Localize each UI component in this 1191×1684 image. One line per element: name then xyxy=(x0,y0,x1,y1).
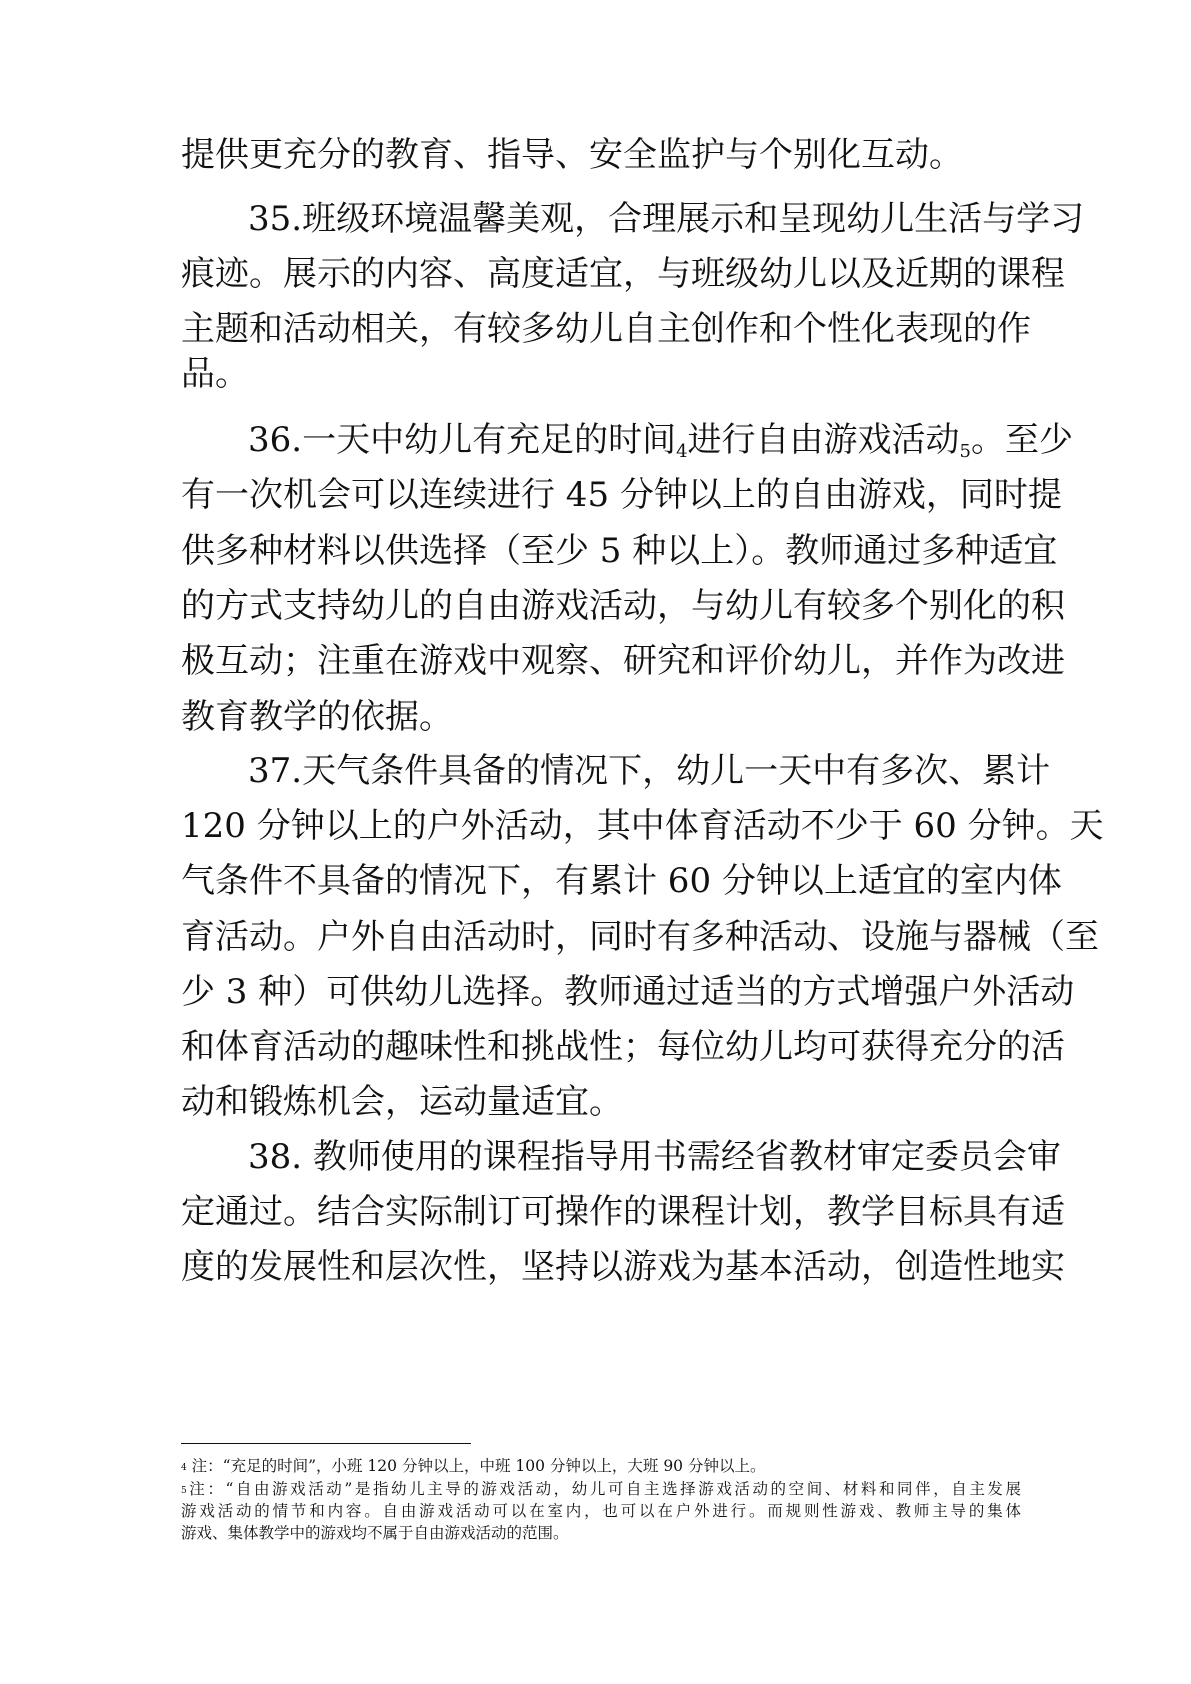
footnote-4 xyxy=(181,1456,1021,1479)
paragraph-36-line-2: 有一次机会可以连续进行 45 分钟以上的自由游戏，同时提 xyxy=(181,475,1062,515)
paragraph-36-text-a: 36.一天中幼儿有充足的时间 xyxy=(248,420,677,460)
paragraph-37-line-5: 少 3 种）可供幼儿选择。教师通过适当的方式增强户外活动 xyxy=(181,972,1075,1012)
footnote-5-line-1 xyxy=(181,1479,1021,1502)
paragraph-36-line-6: 教育教学的依据。 xyxy=(181,697,453,737)
footnote-ref-5[interactable]: 5 xyxy=(959,441,971,462)
paragraph-36-text-c: 。至少 xyxy=(970,420,1073,460)
paragraph-37-line-4: 育活动。户外自由活动时，同时有多种活动、设施与器械（至 xyxy=(181,917,1099,957)
footnote-ref-4[interactable]: 4 xyxy=(676,441,688,462)
paragraph-36-line-5: 极互动；注重在游戏中观察、研究和评价幼儿，并作为改进 xyxy=(181,641,1065,681)
footnote-5-line-2: 游戏活动的情节和内容。自由游戏活动可以在室内，也可以在户外进行。而规则性游戏、教师主导的集体 xyxy=(181,1502,1021,1520)
paragraph-38-line-3: 度的发展性和层次性，坚持以游戏为基本活动，创造性地实 xyxy=(181,1247,1065,1287)
paragraph-37-line-7: 动和锻炼机会，运动量适宜。 xyxy=(181,1082,623,1122)
paragraph-35-line-1: 35.班级环境温馨美观，合理展示和呈现幼儿生活与学习 xyxy=(248,199,1085,239)
paragraph-continuation-line: 提供更充分的教育、指导、安全监护与个别化互动。 xyxy=(181,135,963,175)
footnote-5-mark: 5 xyxy=(181,1486,187,1496)
paragraph-37-line-1: 37.天气条件具备的情况下，幼儿一天中有多次、累计 xyxy=(248,751,1051,791)
footnote-5-text-1: 注：“自由游戏活动”是指幼儿主导的游戏活动，幼儿可自主选择游戏活动的空间、材料和同伴，自主发展 xyxy=(186,1480,1021,1498)
paragraph-35-line-2: 痕迹。展示的内容、高度适宜，与班级幼儿以及近期的课程 xyxy=(181,254,1065,294)
paragraph-36-line-3: 供多种材料以供选择（至少 5 种以上）。教师通过多种适宜 xyxy=(181,531,1058,571)
footnote-4-text: 注：“充足的时间”，小班 120 分钟以上，中班 100 分钟以上，大班 90 分钟以上。 xyxy=(186,1457,766,1475)
paragraph-38-line-1: 38. 教师使用的课程指导用书需经省教材审定委员会审 xyxy=(248,1137,1061,1177)
footnote-5-line-3: 游戏、集体教学中的游戏均不属于自由游戏活动的范围。 xyxy=(181,1524,569,1542)
paragraph-36-line-1 xyxy=(248,420,1073,462)
paragraph-36-line-4: 的方式支持幼儿的自由游戏活动，与幼儿有较多个别化的积 xyxy=(181,586,1065,626)
paragraph-37-line-6: 和体育活动的趣味性和挑战性；每位幼儿均可获得充分的活 xyxy=(181,1027,1065,1067)
paragraph-37-line-2: 120 分钟以上的户外活动，其中体育活动不少于 60 分钟。天 xyxy=(181,806,1104,846)
paragraph-35-line-4: 品。 xyxy=(181,354,249,394)
paragraph-37-line-3: 气条件不具备的情况下，有累计 60 分钟以上适宜的室内体 xyxy=(181,861,1062,901)
paragraph-36-text-b: 进行自由游戏活动 xyxy=(687,420,960,460)
paragraph-35-line-3: 主题和活动相关，有较多幼儿自主创作和个性化表现的作 xyxy=(181,309,1031,349)
footnote-4-mark: 4 xyxy=(181,1463,187,1473)
paragraph-38-line-2: 定通过。结合实际制订可操作的课程计划，教学目标具有适 xyxy=(181,1192,1065,1232)
footnote-separator xyxy=(181,1443,471,1444)
